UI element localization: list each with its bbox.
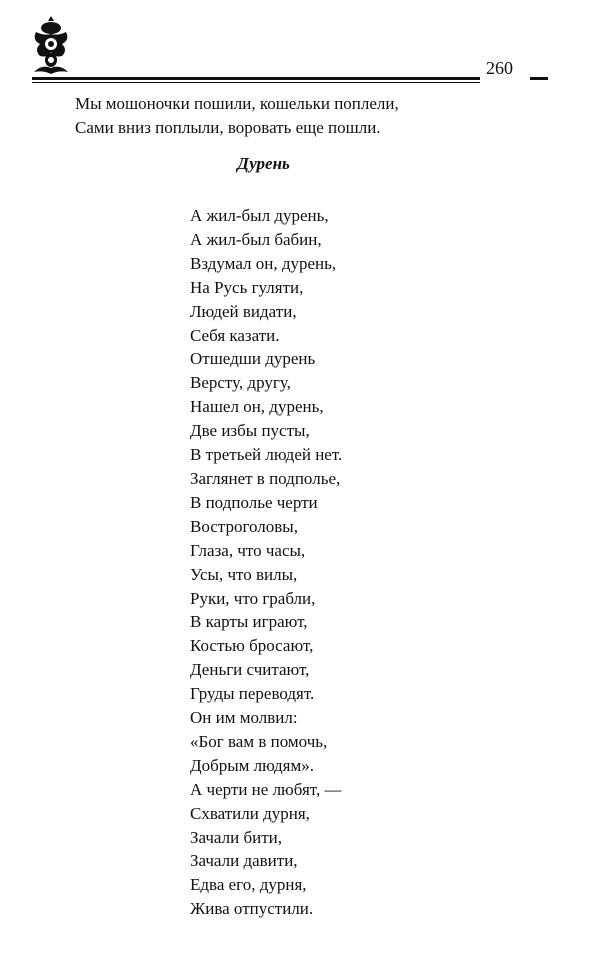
poem-line: Нашел он, дурень,: [190, 397, 324, 417]
poem-line: Людей видати,: [190, 301, 297, 321]
poem-line: Он им молвил:: [190, 708, 298, 728]
poem-line: Груды переводят.: [190, 684, 315, 704]
poem-line: Добрым людям».: [190, 755, 314, 775]
ornament-icon: [30, 14, 72, 76]
poem-body: [190, 204, 342, 921]
header-rule: [32, 77, 480, 80]
poem-line: Костью бросают,: [190, 636, 314, 656]
verse-line: Сами вниз поплыли, воровать еще пошли.: [75, 118, 381, 137]
poem-line: Жива отпустили.: [190, 899, 314, 919]
poem-line: Схватили дурня,: [190, 803, 310, 823]
poem-line: Отшедши дурень: [190, 349, 316, 369]
poem-line: Заглянет в подполье,: [190, 468, 341, 488]
poem-line: На Русь гуляти,: [190, 277, 304, 297]
poem-line: А жил-был дурень,: [190, 206, 329, 225]
poem-line: В подполье черти: [190, 492, 318, 512]
header-rule-thin: [32, 82, 480, 83]
intro-verse: [75, 92, 399, 140]
poem-line: Себя казати.: [190, 325, 280, 345]
poem-line: Две избы пусты,: [190, 421, 310, 441]
poem-line: Версту, другу,: [190, 373, 291, 393]
poem-line: Усы, что вилы,: [190, 564, 298, 584]
header-rule-end: [530, 77, 548, 80]
poem-line: А жил-был бабин,: [190, 229, 322, 249]
poem-title: Дурень: [237, 154, 290, 173]
verse-line: Мы мошоночки пошили, кошельки поплели,: [75, 94, 399, 113]
poem-line: Востроголовы,: [190, 516, 298, 536]
poem-line: А черти не любят, —: [190, 779, 342, 799]
poem-line: В третьей людей нет.: [190, 445, 343, 465]
poem-line: В карты играют,: [190, 612, 308, 632]
poem-line: Зачали давити,: [190, 851, 298, 871]
page-number: 260: [486, 58, 513, 78]
poem-line: Вздумал он, дурень,: [190, 253, 337, 273]
poem-line: Зачали бити,: [190, 827, 282, 847]
poem-line: Деньги считают,: [190, 660, 310, 680]
poem-line: Руки, что грабли,: [190, 588, 316, 608]
poem-line: «Бог вам в помочь,: [190, 731, 328, 751]
poem-line: Глаза, что часы,: [190, 540, 306, 560]
poem-line: Едва его, дурня,: [190, 875, 307, 895]
